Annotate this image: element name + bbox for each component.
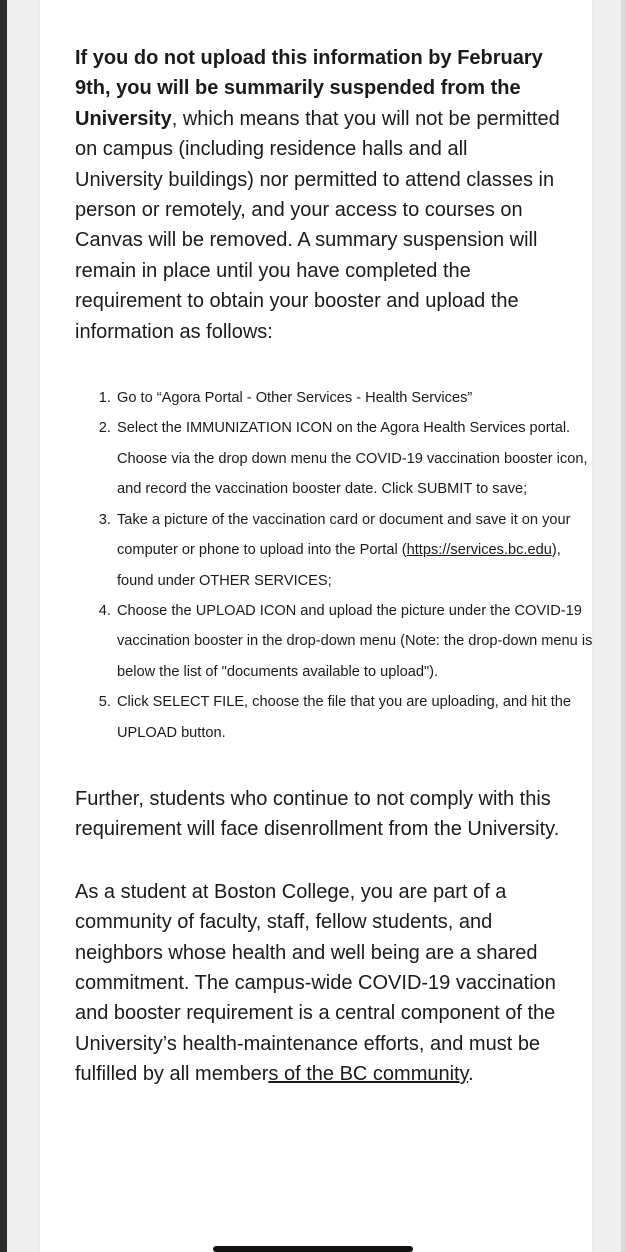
list-item — [115, 505, 593, 596]
bc-community-link[interactable]: s of the BC community — [268, 1063, 469, 1086]
step-5-text: Click SELECT FILE, choose the file that you are uploading, and hit the UPLOAD button. — [117, 694, 572, 741]
step-3-text-after: ), found under OTHER SERVICES; — [117, 542, 561, 589]
community-text: As a student at Boston College, you are part of a community of faculty, staff, fellow students, and neighbors whose health and well being are a shared commitment. The campus-wide COVID-19 vaccination and booster requirement is a central component of the University’s health-maintenance efforts, and must be fulfilled by all member — [75, 880, 556, 1086]
upload-steps-list — [75, 383, 593, 748]
community-end: . — [468, 1063, 474, 1086]
list-item — [115, 596, 593, 687]
email-body[interactable] — [40, 0, 592, 1252]
device-edge — [0, 0, 7, 1252]
suspension-notice-paragraph — [75, 43, 560, 347]
deadline-warning: If you do not upload this information by February 9th, you will be summarily suspended from the University — [75, 47, 543, 130]
health-services-portal-link[interactable]: https://services.bc.edu — [406, 542, 552, 559]
step-4-text: Choose the UPLOAD ICON and upload the picture under the COVID-19 vaccination booster in the drop-down menu (Note: the drop-down menu is below the list of "documents available to upload"). — [117, 602, 593, 680]
email-content — [75, 43, 593, 1090]
list-item — [115, 413, 593, 504]
disenrollment-paragraph: Further, students who continue to not comply with this requirement will face disenrollment from the University. — [75, 787, 560, 841]
step-2-text: Select the IMMUNIZATION ICON on the Agora Health Services portal. Choose via the drop down menu the COVID-19 vaccination booster icon, and record the vaccination booster date. Click SUBMIT to save; — [117, 420, 588, 498]
list-item — [115, 383, 593, 413]
device-edge-right — [621, 0, 626, 1252]
home-indicator[interactable] — [213, 1246, 413, 1252]
suspension-details: , which means that you will not be permitted on campus (including residence halls and all University buildings) nor permitted to attend classes in person or remotely, and your access to courses on Canvas will be removed. A summary suspension will remain in place until you have completed the requirement to obtain your booster and upload the information as follows: — [75, 107, 560, 343]
list-item — [115, 687, 593, 748]
step-1-text: Go to “Agora Portal - Other Services - Health Services” — [117, 390, 473, 407]
step-3-text-before: Take a picture of the vaccination card or document and save it on your computer or phone to upload into the Portal ( — [117, 511, 571, 559]
community-paragraph — [75, 877, 560, 1090]
clipped-previous-line — [76, 0, 576, 6]
